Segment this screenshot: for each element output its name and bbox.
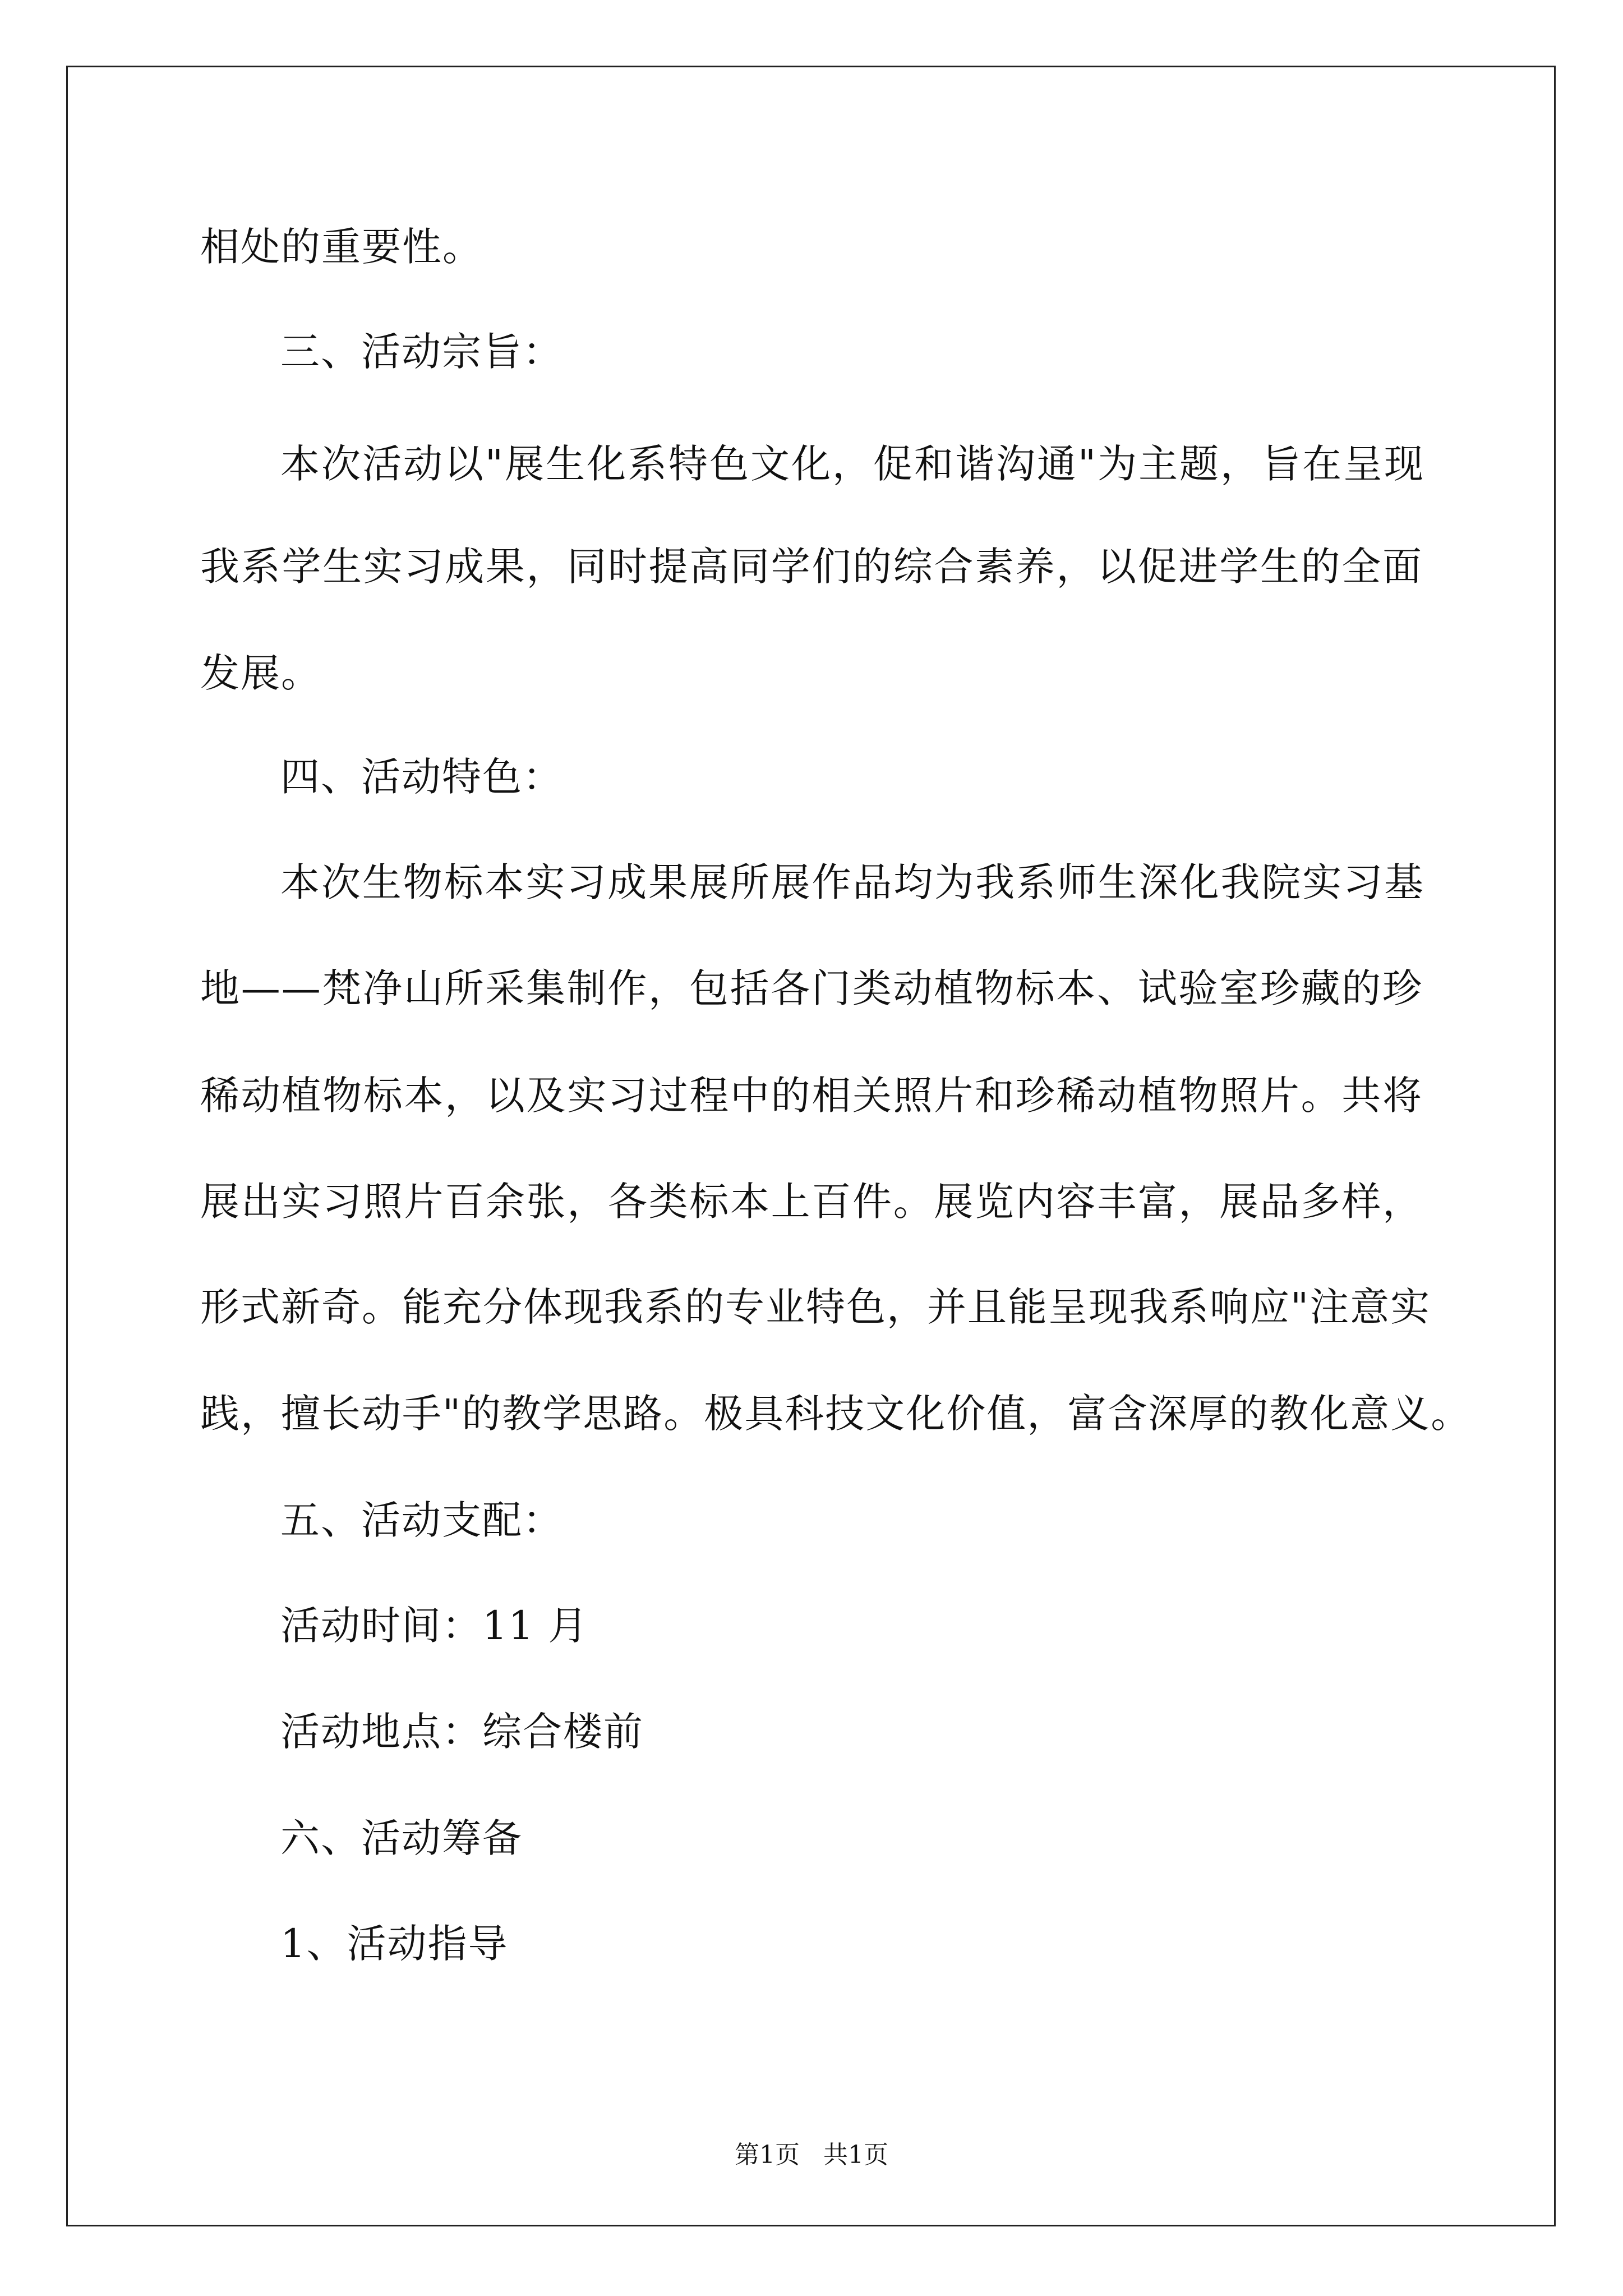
text-line: 本次生物标本实习成果展所展作品均为我系师生深化我院实习基 [280,859,1424,905]
text-line: 践，擅长动手"的教学思路。极具科技文化价值，富含深厚的教化意义。 [200,1391,1472,1437]
text-line: 地——梵净山所采集制作，包括各门类动植物标本、试验室珍藏的珍 [200,965,1423,1011]
text-line: 稀动植物标本，以及实习过程中的相关照片和珍稀动植物照片。共将 [200,1073,1423,1119]
text-line: 我系学生实习成果，同时提高同学们的综合素养，以促进学生的全面 [200,544,1423,590]
text-line: 1、活动指导 [280,1921,509,1967]
text-line: 活动时间：11 月 [280,1603,589,1649]
text-line: 展出实习照片百余张，各类标本上百件。展览内容丰富，展品多样， [200,1179,1423,1225]
text-line: 活动地点：综合楼前 [280,1709,644,1755]
section-heading: 六、活动筹备 [280,1815,523,1861]
text-line: 形式新奇。能充分体现我系的专业特色，并且能呈现我系响应"注意实 [200,1284,1431,1330]
section-heading: 四、活动特色： [280,754,563,800]
text-line: 发展。 [200,650,321,696]
text-line: 本次活动以"展生化系特色文化，促和谐沟通"为主题，旨在呈现 [280,441,1424,487]
section-heading: 三、活动宗旨： [280,329,563,375]
page-border [66,66,1556,2226]
page-footer: 第1页 共1页 [735,2141,888,2169]
section-heading: 五、活动支配： [280,1497,563,1543]
text-line: 相处的重要性。 [200,224,483,270]
